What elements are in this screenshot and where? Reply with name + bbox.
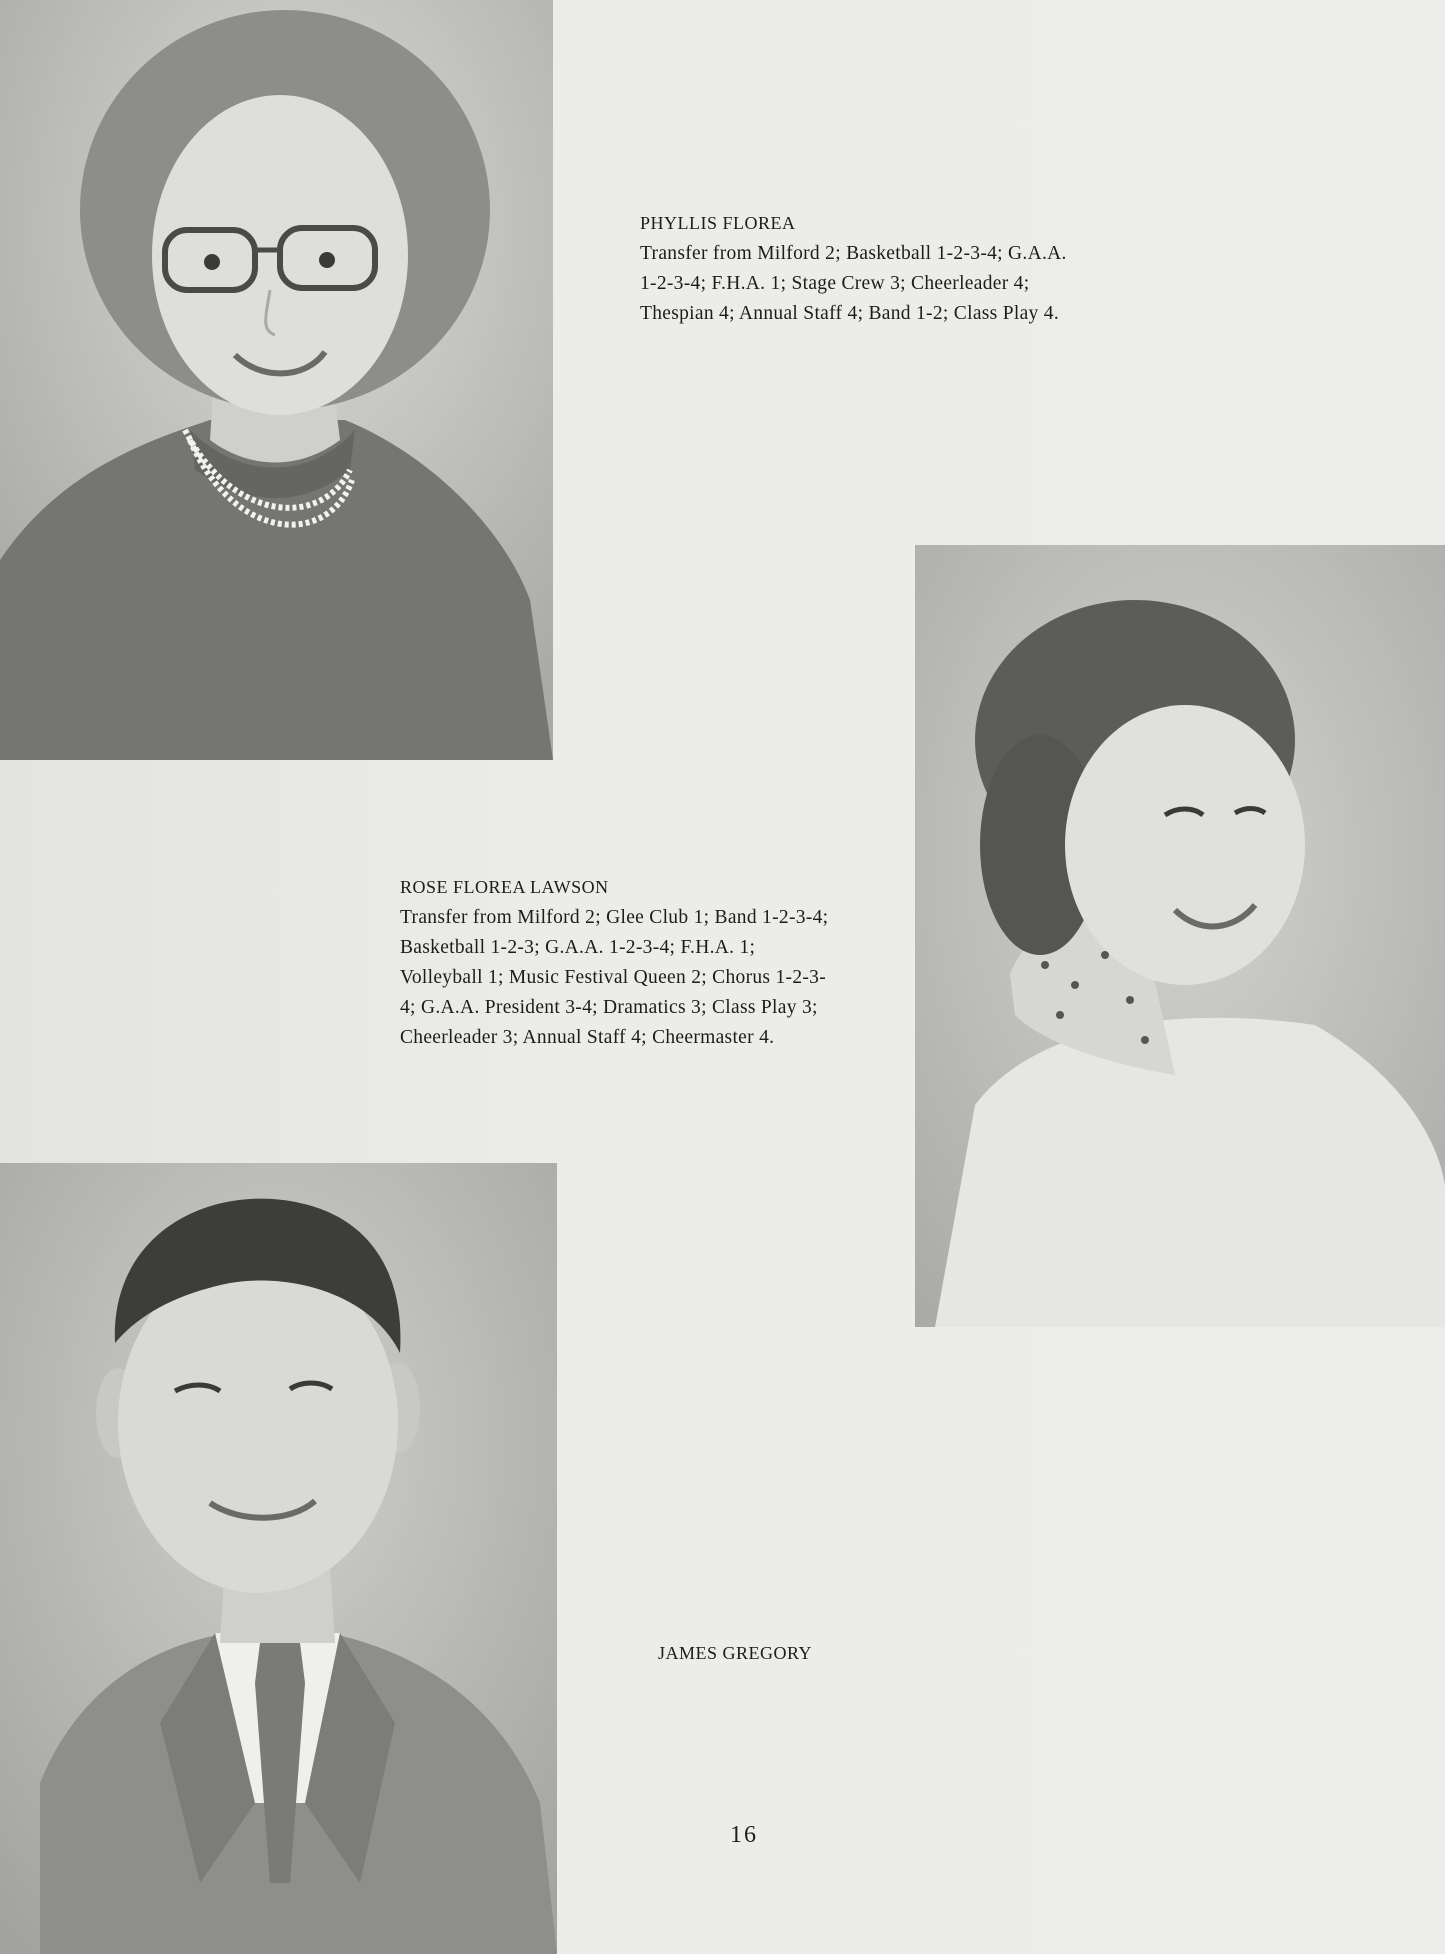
portrait-photo-rose-florea-lawson: [915, 545, 1445, 1327]
student-name: JAMES GREGORY: [658, 1643, 813, 1663]
student-name: PHYLLIS FLOREA: [640, 213, 796, 233]
student-caption-2: [400, 872, 830, 1053]
portrait-image: [915, 545, 1445, 1327]
portrait-photo-james-gregory: [0, 1163, 557, 1954]
student-activities: Transfer from Milford 2; Glee Club 1; Band 1-2-3-4; Basketball 1-2-3; G.A.A. 1-2-3-4; F.H.A. 1; Volleyball 1; Music Festival Queen 2; Chorus 1-2-3-4; G.A.A. President 3-4; Dramatics 3; Class Play 3; Cheerleader 3; Annual Staff 4; Cheermaster 4.: [400, 907, 829, 1048]
portrait-photo-phyllis-florea: [0, 0, 553, 760]
student-activities: Transfer from Milford 2; Basketball 1-2-3-4; G.A.A. 1-2-3-4; F.H.A. 1; Stage Crew 3; Cheerleader 4; Thespian 4; Annual Staff 4; Band 1-2; Class Play 4.: [640, 243, 1067, 324]
student-caption-1: [640, 208, 1070, 329]
student-name: ROSE FLOREA LAWSON: [400, 877, 609, 897]
page-number: 16: [730, 1822, 758, 1848]
portrait-image: [0, 0, 553, 760]
portrait-image: [0, 1163, 557, 1954]
student-caption-3: [658, 1638, 958, 1669]
